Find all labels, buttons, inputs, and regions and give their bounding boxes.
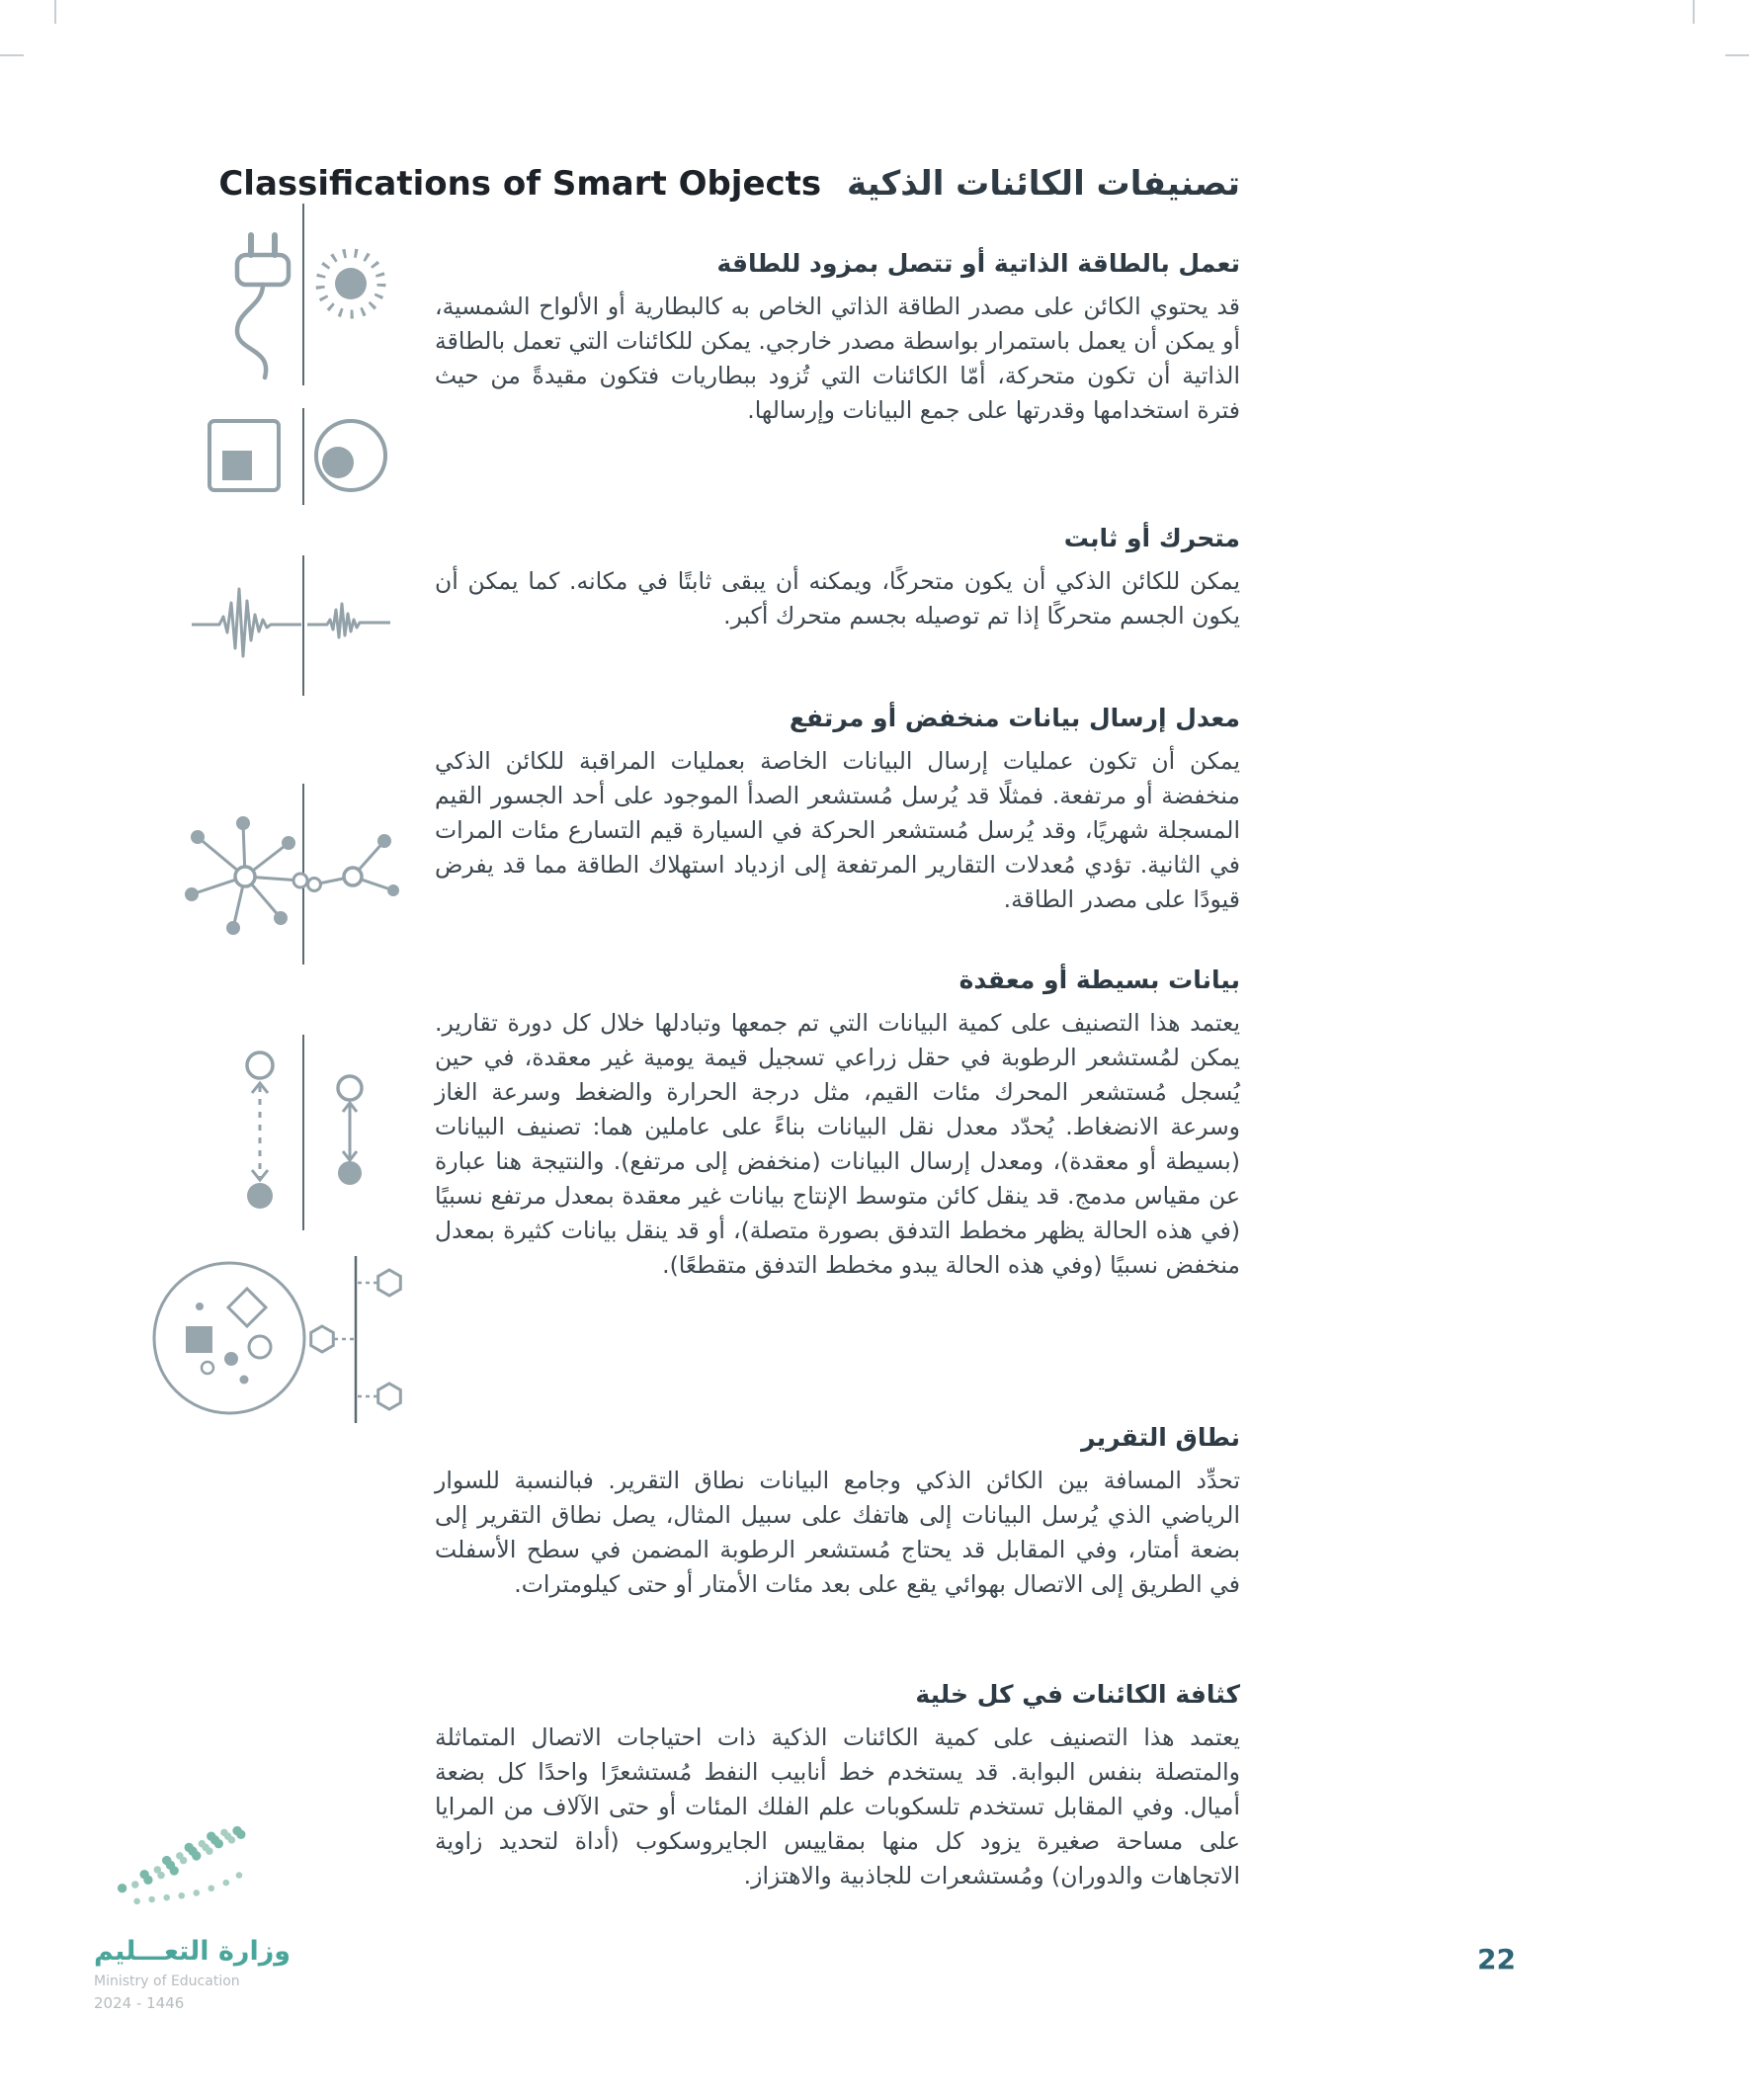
section-data-rate-heading: معدل إرسال بيانات منخفض أو مرتفع xyxy=(789,704,1240,732)
section-data-complexity-body: يعتمد هذا التصنيف على كمية البيانات التي تم جمعها وتبادلها خلال كل دورة تقارير. يمكن لمُستشعر الرطوبة في حقل زراعي تسجيل قيمة يومية غير معقدة، في حين يُسجل مُستشعر المحرك مئات القيم، مثل درجة الحرارة والضغط وسرعة الغاز وسرعة الانضغاط. يُحدّد معدل نقل البيانات بناءً على عاملين هما: تصنيف البيانات (بسيطة أو معقدة)، ومعدل إرسال البيانات (منخفض إلى مرتفع). والنتيجة هنا عبارة عن مقياس مدمج. قد ينقل كائن متوسط الإنتاج بيانات غير معقدة بمعدل مرتفع نسبيًا (في هذه الحالة يظهر مخطط التدفق بصورة متصلة)، أو قد ينقل بيانات كثيرة بمعدل منخفض نسبيًا (وفي هذه الحالة يبدو مخطط التدفق متقطعًا). xyxy=(435,1009,1240,1279)
sun-icon xyxy=(306,239,395,328)
page-title-arabic: تصنيفات الكائنات الذكية xyxy=(847,164,1240,204)
ministry-dots-logo xyxy=(94,1823,292,1930)
section-data-complexity xyxy=(435,966,1240,1283)
circle-marker-icon xyxy=(311,416,390,495)
section-density-body: يعتمد هذا التصنيف على كمية الكائنات الذكية ذات احتياجات الاتصال المتماثلة والمتصلة بنفس البوابة. قد يستخدم خط أنابيب النفط مُستشعرًا واحدًا كل بضعة أميال. وفي المقابل تستخدم تلسكوبات علم الفلك المئات أو حتى الآلاف من المرايا على مساحة صغيرة يزود كل منها بمقاييس الجايروسكوب (أداة لتحديد زاوية الاتجاهات والدوران) ومُستشعرات للجاذبية والاهتزاز. xyxy=(435,1723,1240,1890)
section-density xyxy=(435,1680,1240,1893)
section-power-heading: تعمل بالطاقة الذاتية أو تتصل بمزود للطاقة xyxy=(716,249,1240,278)
page-title-english: Classifications of Smart Objects xyxy=(218,164,822,204)
section-density-heading: كثافة الكائنات في كل خلية xyxy=(915,1680,1240,1709)
waveform-high-icon xyxy=(190,570,303,679)
section-power xyxy=(435,249,1240,428)
section-data-rate-body: يمكن أن تكون عمليات إرسال البيانات الخاصة بعمليات المراقبة للكائن الذكي منخفضة أو مرتفعة. فمثلًا قد يُرسل مُستشعر الصدأ الموجود على أحد الجسور القيم المسجلة شهريًا، وقد يُرسل مُستشعر الحركة في السيارة قيم التسارع مئات المرات في الثانية. تؤدي مُعدلات التقارير المرتفعة إلى ازدياد استهلاك الطاقة مما قد يفرض قيودًا على مصدر الطاقة. xyxy=(435,747,1240,913)
crop-mark xyxy=(1693,0,1695,24)
section-data-complexity-heading: بيانات بسيطة أو معقدة xyxy=(958,966,1240,994)
edition-years: 2024 - 1446 xyxy=(94,1994,185,2012)
section-mobility-heading: متحرك أو ثابت xyxy=(1063,524,1240,552)
ministry-logo xyxy=(94,1823,331,2012)
network-complex-icon xyxy=(178,807,311,941)
plug-icon xyxy=(215,229,309,387)
icon-divider-line xyxy=(302,408,304,505)
network-simple-icon xyxy=(301,827,405,921)
dense-cluster-icon xyxy=(148,1257,311,1420)
page-number: 22 xyxy=(1477,1943,1516,1975)
long-range-arrow-icon xyxy=(231,1050,289,1213)
crop-mark xyxy=(54,0,56,24)
section-data-rate xyxy=(435,704,1240,917)
icon-divider-line xyxy=(302,1035,304,1230)
ministry-name-arabic: وزارة التعـــليم xyxy=(94,1936,292,1967)
short-range-arrow-icon xyxy=(322,1074,377,1188)
ministry-name-english: Ministry of Education xyxy=(94,1974,240,1989)
waveform-low-icon xyxy=(305,590,392,659)
square-marker-icon xyxy=(206,417,283,494)
section-mobility xyxy=(435,524,1240,633)
section-reporting-range xyxy=(435,1423,1240,1602)
crop-mark xyxy=(1725,54,1749,56)
section-power-body: قد يحتوي الكائن على مصدر الطاقة الذاتي الخاص به كالبطارية أو الألواح الشمسية، أو يمكن أن يعمل باستمرار بواسطة مصدر خارجي. يمكن للكائنات التي تعمل بالطاقة الذاتية أن تكون متحركة، أمّا الكائنات التي تُزود ببطاريات فتكون مقيدةً من حيث فترة استخدامها وقدرتها على جمع البيانات وإرسالها. xyxy=(435,293,1240,424)
crop-mark xyxy=(0,54,24,56)
sparse-nodes-icon xyxy=(300,1253,411,1426)
section-reporting-range-heading: نطاق التقرير xyxy=(1081,1423,1240,1452)
section-mobility-body: يمكن للكائن الذكي أن يكون متحركًا، ويمكنه أن يبقى ثابتًا في مكانه. كما يمكن أن يكون الجسم متحركًا إذا تم توصيله بجسم متحرك أكبر. xyxy=(435,567,1240,630)
section-reporting-range-body: تحدِّد المسافة بين الكائن الذكي وجامع البيانات نطاق التقرير. فبالنسبة للسوار الرياضي الذي يُرسل البيانات إلى هاتفك على سبيل المثال، يصل نطاق التقرير إلى بضعة أمتار، وفي المقابل قد يحتاج مُستشعر الرطوبة المضمن في سطح الأسفلت في الطريق إلى الاتصال بهوائي يقع على بعد مئات الأمتار أو حتى كيلومترات. xyxy=(435,1467,1240,1598)
page-title xyxy=(218,164,1240,204)
